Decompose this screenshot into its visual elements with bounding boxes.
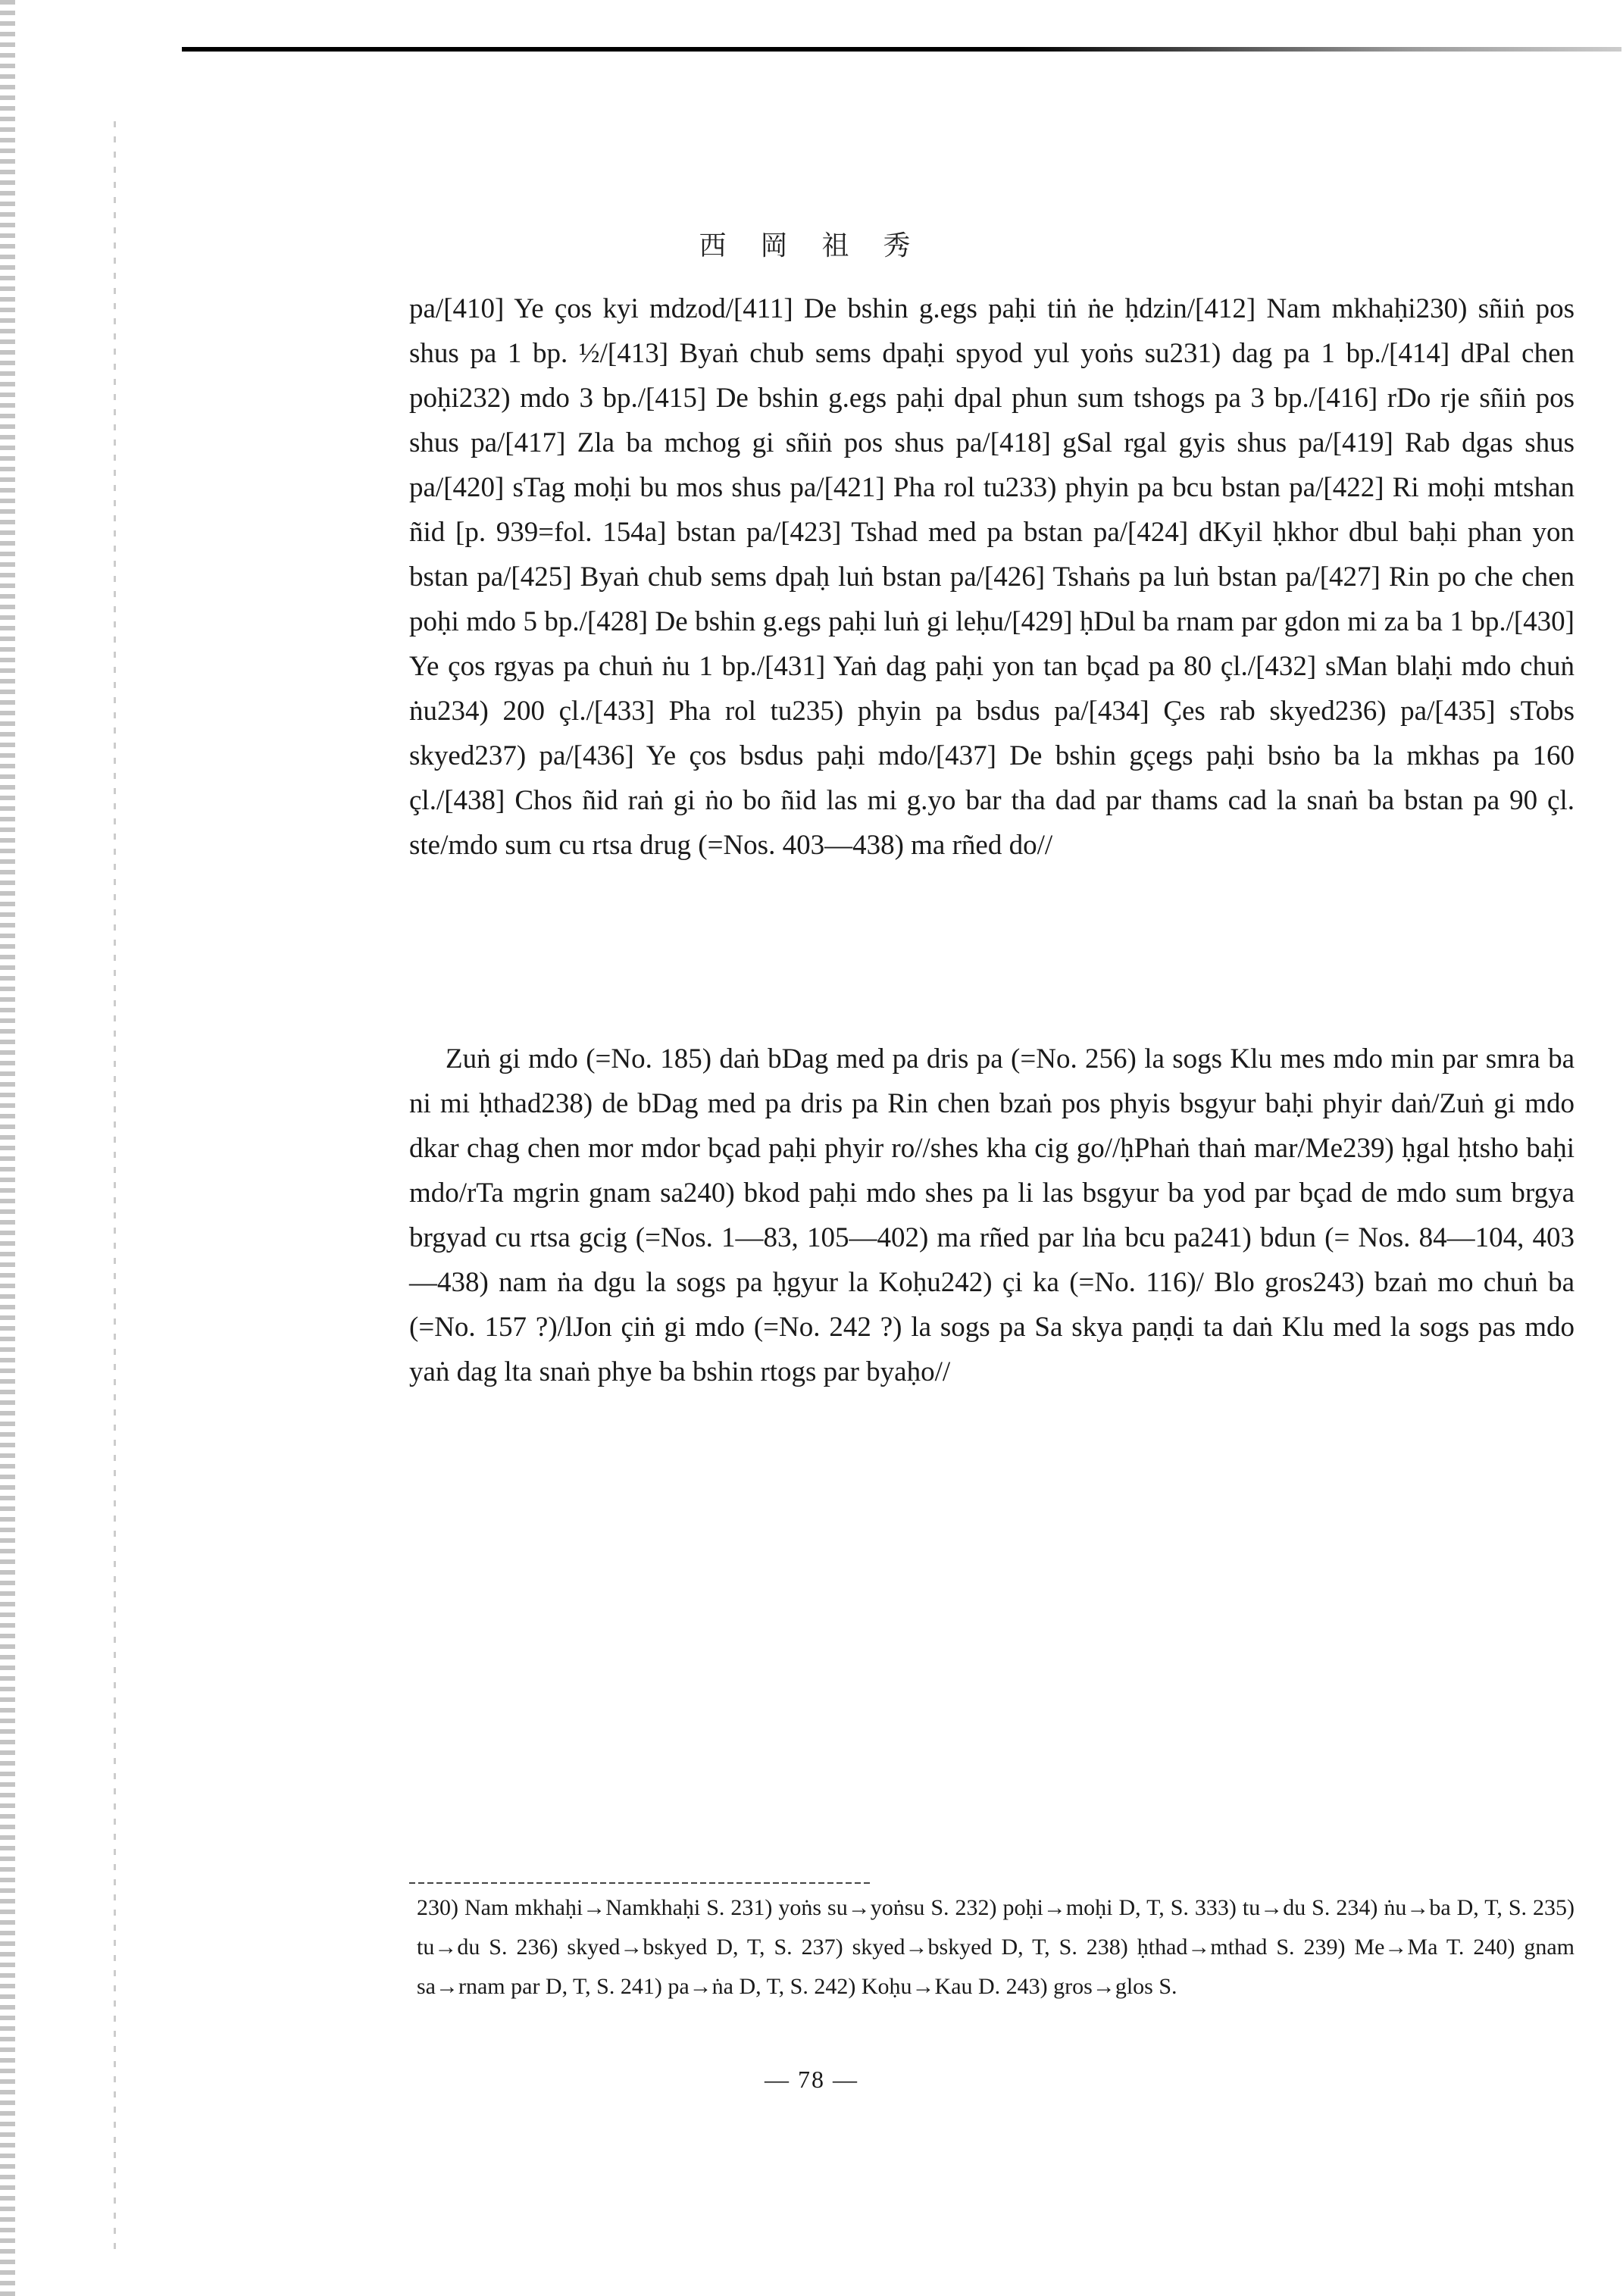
binding-edge-dots: [114, 121, 116, 2258]
paragraph-1-text: pa/[410] Ye ços kyi mdzod/[411] De bshin g.egs paḥi tiṅ ṅe ḥdzin/[412] Nam mkhaḥi230) sñiṅ pos shus pa 1 bp. ½/[413] Byaṅ chub sems dpaḥi spyod yul yoṅs su231) dag pa 1 bp./[414] dPal chen poḥi232) mdo 3 bp./[415] De bshin g.egs paḥi dpal phun sum tshogs pa 3 bp./[416] rDo rje sñiṅ pos shus pa/[417] Zla ba mchog gi sñiṅ pos shus pa/[418] gSal rgal gyis shus pa/[419] Rab dgas shus pa/[420] sTag moḥi bu mos shus pa/[421] Pha rol tu233) phyin pa bcu bstan pa/[422] Ri moḥi mtshan ñid [p. 939=fol. 154a] bstan pa/[423] Tshad med pa bstan pa/[424] dKyil ḥkhor dbul baḥi phan yon bstan pa/[425] Byaṅ chub sems dpaḥ luṅ bstan pa/[426] Tshaṅs pa luṅ bstan pa/[427] Rin po che chen poḥi mdo 5 bp./[428] De bshin g.egs paḥi luṅ gi leḥu/[429] ḥDul ba rnam par gdon mi za ba 1 bp./[430] Ye ços rgyas pa chuṅ ṅu 1 bp./[431] Yaṅ dag paḥi yon tan bçad pa 80 çl./[432] sMan blaḥi mdo chuṅ ṅu234) 200 çl./[433] Pha rol tu235) phyin pa bsdus pa/[434] Çes rab skyed236) pa/[435] sTobs skyed237) pa/[436] Ye ços bsdus paḥi mdo/[437] De bshin gçegs paḥi bsṅo ba la mkhas pa 160 çl./[438] Chos ñid raṅ gi ṅo bo ñid las mi g.yo bar tha dad par thams cad la snaṅ ba bstan pa 90 çl. ste/mdo sum cu rtsa drug (=Nos. 403—438) ma rñed do//: [409, 293, 1575, 861]
page-number: — 78 —: [765, 2066, 858, 2093]
top-rule: [182, 47, 1621, 52]
running-head: 西 岡 祖 秀: [699, 230, 924, 261]
binding-edge: [0, 0, 15, 2296]
paragraph-1: [409, 286, 1575, 868]
footnote-rule: [409, 1882, 871, 1884]
footnotes: 230) Nam mkhaḥi→Namkhaḥi S. 231) yoṅs su→yoṅsu S. 232) poḥi→moḥi D, T, S. 333) tu→du S. 234) ṅu→ba D, T, S. 235) tu→du S. 236) skyed→bskyed D, T, S. 237) skyed→bskyed D, T, S. 238) ḥthad→mthad S. 239) Me→Ma T. 240) gnam sa→rnam par D, T, S. 241) pa→ṅa D, T, S. 242) Koḥu→Kau D. 243) gros→glos S.: [417, 1895, 1575, 1999]
paragraph-2-text: Zuṅ gi mdo (=No. 185) daṅ bDag med pa dris pa (=No. 256) la sogs Klu mes mdo min par smra ba ni mi ḥthad238) de bDag med pa dris pa Rin chen bzaṅ pos phyis bsgyur baḥi phyir daṅ/Zuṅ gi mdo dkar chag chen mor mdor bçad paḥi phyir ro//shes kha cig go//ḥPhaṅ thaṅ mar/Me239) ḥgal ḥtsho baḥi mdo/rTa mgrin gnam sa240) bkod paḥi mdo shes pa li las bsgyur ba yod par bçad de mdo sum brgya brgyad cu rtsa gcig (=Nos. 1—83, 105—402) ma rñed par lṅa bcu pa241) bdun (= Nos. 84—104, 403—438) nam ṅa dgu la sogs pa ḥgyur la Koḥu242) çi ka (=No. 116)/ Blo gros243) bzaṅ mo chuṅ ba (=No. 157 ?)/lJon çiṅ gi mdo (=No. 242 ?) la sogs pa Sa skya paṇḍi ta daṅ Klu med la sogs pas mdo yaṅ dag lta snaṅ phye ba bshin rtogs par byaḥo//: [409, 1043, 1575, 1387]
paragraph-2: [409, 1037, 1575, 1394]
